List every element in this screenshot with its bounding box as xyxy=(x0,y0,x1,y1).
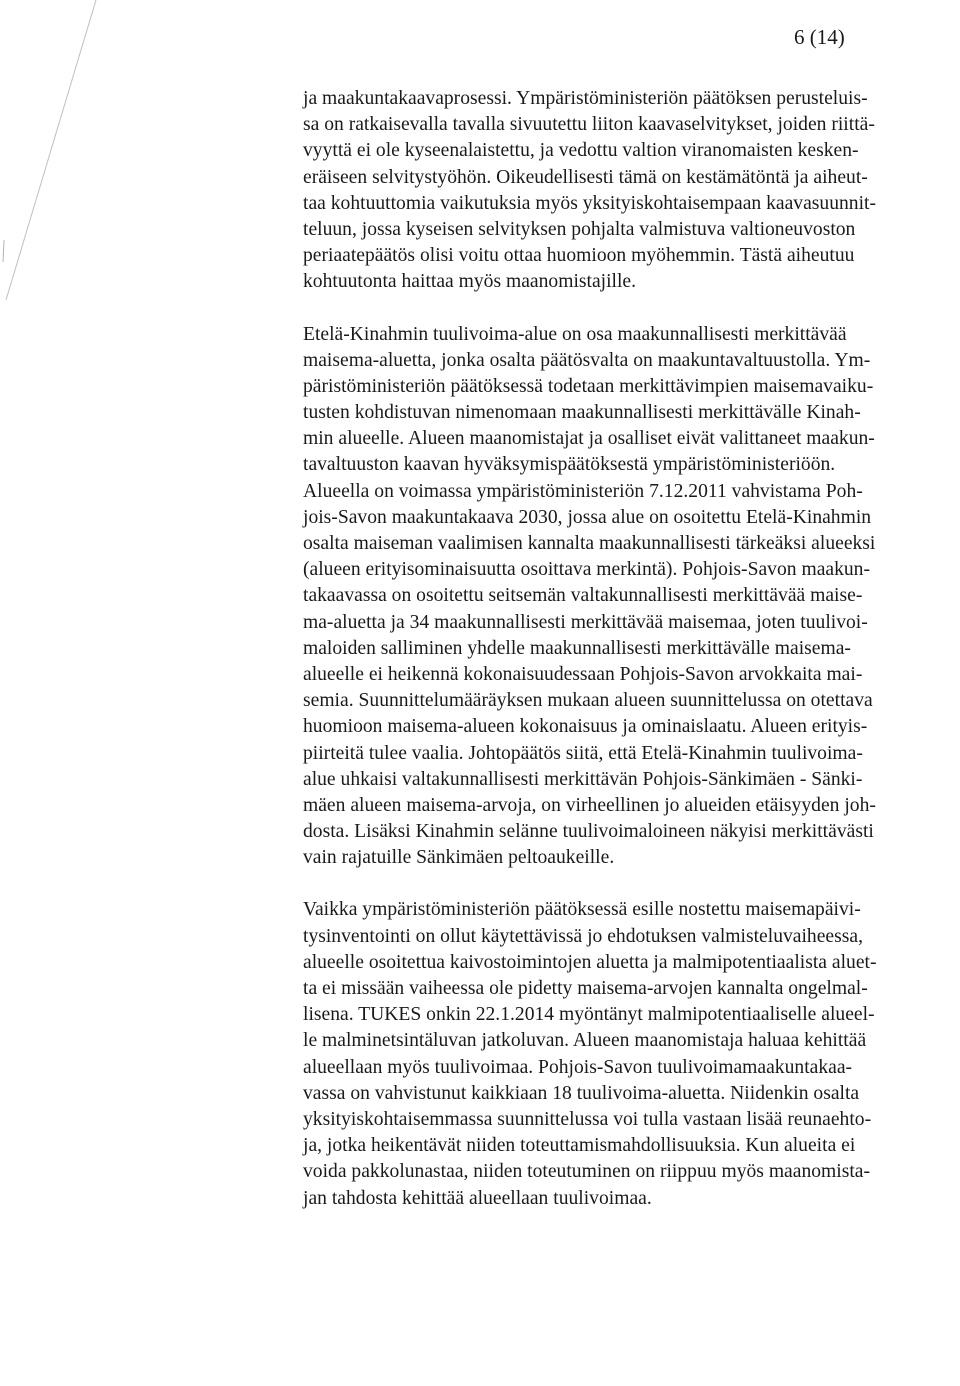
text-line: periaatepäätös olisi voitu ottaa huomioon myöhemmin. Tästä aiheutuu xyxy=(303,245,855,267)
text-line: Alueella on voimassa ympäristöministeriön 7.12.2011 vahvistama Poh- xyxy=(303,480,863,502)
text-line: alueellaan myös tuulivoimaa. Pohjois-Savon tuulivoimamaakuntakaa- xyxy=(303,1056,853,1078)
paragraph-3 xyxy=(303,897,958,1211)
text-line: eräiseen selvitystyöhön. Oikeudellisesti tämä on kestämätöntä ja aiheut- xyxy=(303,166,868,188)
text-line: semia. Suunnittelumääräyksen mukaan alueen suunnittelussa on otettava xyxy=(303,690,873,712)
text-line: ja maakuntakaavaprosessi. Ympäristöministeriön päätöksen perusteluis- xyxy=(303,88,868,109)
text-line: osalta maiseman vaalimisen kannalta maakunnallisesti tärkeäksi alueeksi xyxy=(303,533,876,554)
scan-artifact-line xyxy=(0,0,120,320)
text-line: alueelle ei heikennä kokonaisuudessaan Pohjois-Savon arvokkaita mai- xyxy=(303,663,863,685)
document-body xyxy=(303,86,958,1212)
text-line: tusten kohdistuvan nimenomaan maakunnallisesti merkittävälle Kinah- xyxy=(303,402,861,424)
text-line: päristöministeriön päätöksessä todetaan merkittävimpien maisemavaiku- xyxy=(303,375,874,397)
text-line: lisena. TUKES onkin 22.1.2014 myöntänyt malmipotentiaaliselle alueel- xyxy=(303,1004,875,1026)
text-line: voida pakkolunastaa, niiden toteutuminen on riippuu myös maanomista- xyxy=(303,1161,871,1183)
text-line: Etelä-Kinahmin tuulivoima-alue on osa maakunnallisesti merkittävää xyxy=(303,323,847,345)
text-line: dosta. Lisäksi Kinahmin selänne tuulivoimaloineen näkyisi merkittävästi xyxy=(303,821,874,843)
text-line: vyyttä ei ole kyseenalaistettu, ja vedottu valtion viranomaisten kesken- xyxy=(303,140,859,162)
text-line: alue uhkaisi valtakunnallisesti merkittävän Pohjois-Sänkimäen - Sänki- xyxy=(303,768,863,790)
text-line: sa on ratkaisevalla tavalla sivuutettu liiton kaavaselvitykset, joiden riittä- xyxy=(303,114,875,136)
text-line: tavaltuuston kaavan hyväksymispäätöksestä ympäristöministeriöön. xyxy=(303,454,836,476)
text-line: mäen alueen maisema-arvoja, on virheellinen jo alueiden etäisyyden joh- xyxy=(303,794,876,816)
paragraph-2 xyxy=(303,322,958,872)
text-line: tysinventointi on ollut käytettävissä jo ehdotuksen valmisteluvaiheessa, xyxy=(303,925,863,947)
text-line: ma-aluetta ja 34 maakunnallisesti merkittävää maisemaa, joten tuulivoi- xyxy=(303,611,868,633)
text-line: jan tahdosta kehittää alueellaan tuulivoimaa. xyxy=(303,1187,652,1209)
paragraph-spacer xyxy=(303,296,958,322)
text-line: (alueen erityisominaisuutta osoittava merkintä). Pohjois-Savon maakun- xyxy=(303,559,871,581)
text-line: jois-Savon maakuntakaava 2030, jossa alue on osoitettu Etelä-Kinahmin xyxy=(303,506,872,528)
text-line: takaavassa on osoitettu seitsemän valtakunnallisesti merkittävää maise- xyxy=(303,585,863,607)
paragraph-1 xyxy=(303,86,958,296)
text-line: ta ei missään vaiheessa ole pidetty maisema-arvojen kannalta ongelmal- xyxy=(303,978,868,999)
text-line: huomioon maisema-alueen kokonaisuus ja ominaislaatu. Alueen erityis- xyxy=(303,716,868,738)
text-line: le malminetsintäluvan jatkoluvan. Alueen maanomistaja haluaa kehittää xyxy=(303,1030,867,1052)
text-line: vassa on vahvistunut kaikkiaan 18 tuulivoima-aluetta. Niidenkin osalta xyxy=(303,1082,860,1104)
text-line: yksityiskohtaisemmassa suunnittelussa voi tulla vastaan lisää reunaehto- xyxy=(303,1108,872,1130)
text-line: maisema-aluetta, jonka osalta päätösvalta on maakuntavaltuustolla. Ym- xyxy=(303,349,871,371)
page-number: 6 (14) xyxy=(794,25,845,49)
text-line: min alueelle. Alueen maanomistajat ja osalliset eivät valittaneet maakun- xyxy=(303,428,875,450)
text-line: alueelle osoitettua kaivostoimintojen aluetta ja malmipotentiaalista aluet- xyxy=(303,951,877,973)
text-line: ja, jotka heikentävät niiden toteuttamismahdollisuuksia. Kun alueita ei xyxy=(303,1135,856,1157)
text-line: maloiden salliminen yhdelle maakunnallisesti merkittävälle maisema- xyxy=(303,637,851,659)
text-line: kohtuutonta haittaa myös maanomistajille. xyxy=(303,271,637,293)
text-line: Vaikka ympäristöministeriön päätöksessä esille nostettu maisemapäivi- xyxy=(303,899,861,921)
text-line: taa kohtuuttomia vaikutuksia myös yksityiskohtaisempaan kaavasuunnit- xyxy=(303,192,877,214)
text-line: teluun, jossa kyseisen selvityksen pohjalta valmistuva valtioneuvoston xyxy=(303,218,856,240)
paragraph-spacer xyxy=(303,871,958,897)
text-line: vain rajatuille Sänkimäen peltoaukeille. xyxy=(303,847,615,869)
text-line: piirteitä tulee vaalia. Johtopäätös siitä, että Etelä-Kinahmin tuulivoima- xyxy=(303,742,863,764)
